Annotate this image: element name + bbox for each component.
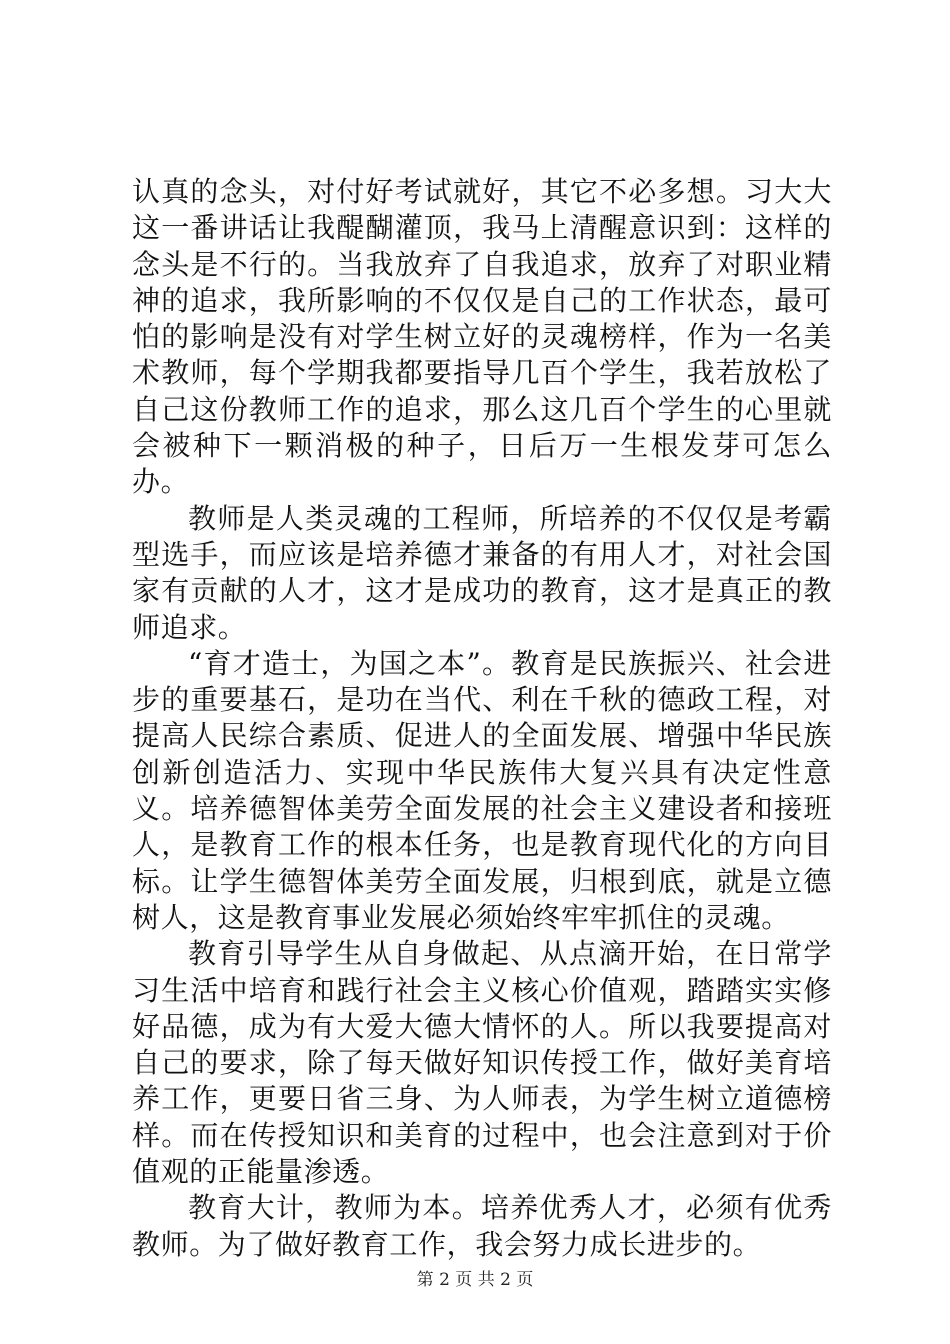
paragraph-2: 教师是人类灵魂的工程师，所培养的不仅仅是考霸型选手，而应该是培养德才兼备的有用人才，对社会国家有贡献的人才，这才是成功的教育，这才是真正的教师追求。 xyxy=(132,501,832,644)
paragraph-5: 教育大计，教师为本。培养优秀人才，必须有优秀教师。为了做好教育工作，我会努力成长进步的。 xyxy=(132,1191,832,1261)
page-number-footer: 第 2 页 共 2 页 xyxy=(416,1270,534,1290)
paragraph-1: 认真的念头，对付好考试就好，其它不必多想。习大大这一番讲话让我醍醐灌顶，我马上清醒意识到：这样的念头是不行的。当我放弃了自我追求，放弃了对职业精神的追求，我所影响的不仅仅是自己的工作状态，最可怕的影响是没有对学生树立好的灵魂榜样，作为一名美术教师，每个学期我都要指导几百个学生，我若放松了自己这份教师工作的追求，那么这几百个学生的心里就会被种下一颗消极的种子，日后万一生根发芽可怎么办。 xyxy=(132,175,832,499)
paragraph-3: “育才造士，为国之本”。教育是民族振兴、社会进步的重要基石，是功在当代、利在千秋的德政工程，对提高人民综合素质、促进人的全面发展、增强中华民族创新创造活力、实现中华民族伟大复兴具有决定性意义。培养德智体美劳全面发展的社会主义建设者和接班人，是教育工作的根本任务，也是教育现代化的方向目标。让学生德智体美劳全面发展，归根到底，就是立德树人，这是教育事业发展必须始终牢牢抓住的灵魂。 xyxy=(132,646,832,934)
body-text xyxy=(132,174,832,1263)
paragraph-4: 教育引导学生从自身做起、从点滴开始，在日常学习生活中培育和践行社会主义核心价值观，踏踏实实修好品德，成为有大爱大德大情怀的人。所以我要提高对自己的要求，除了每天做好知识传授工作，做好美育培养工作，更要日省三身、为人师表，为学生树立道德榜样。而在传授知识和美育的过程中，也会注意到对于价值观的正能量渗透。 xyxy=(132,937,832,1189)
